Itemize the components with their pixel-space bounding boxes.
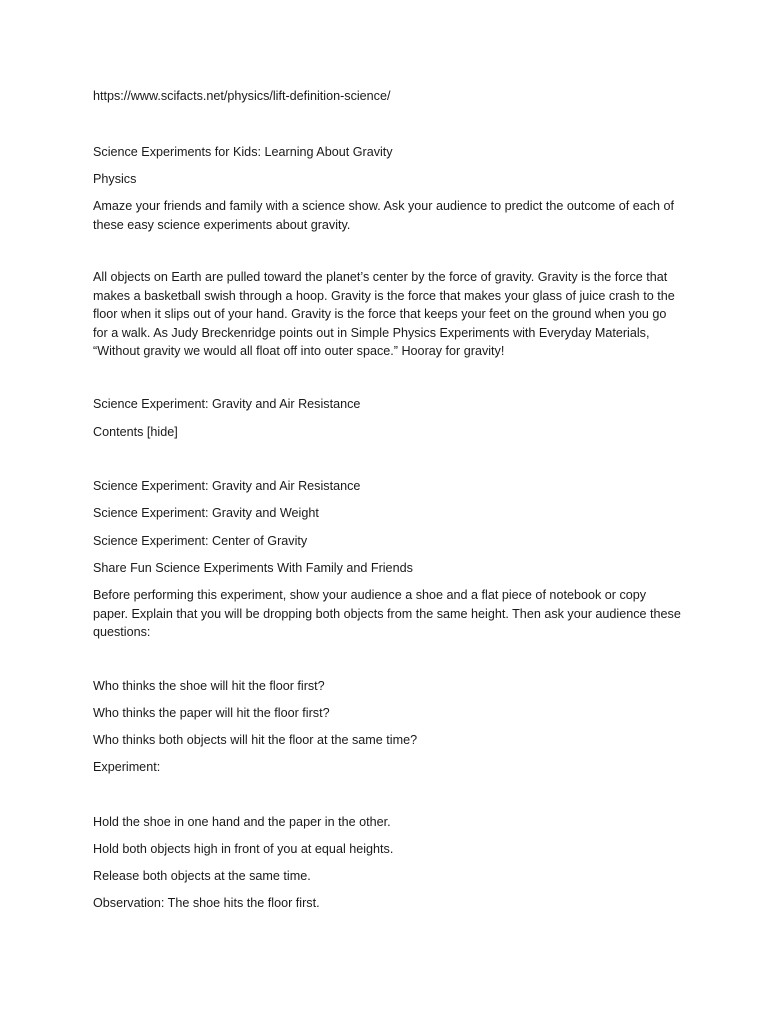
toc-item: Science Experiment: Center of Gravity — [93, 534, 308, 548]
step-item: Release both objects at the same time. — [93, 869, 311, 883]
question-item: Who thinks the shoe will hit the floor first? — [93, 679, 325, 693]
contents-label: Contents [hide] — [93, 425, 178, 439]
toc-item: Science Experiment: Gravity and Weight — [93, 506, 319, 520]
intro-paragraph: Amaze your friends and family with a science show. Ask your audience to predict the outcome of each of these easy science experiments about gravity. — [93, 199, 675, 232]
toc-item: Science Experiment: Gravity and Air Resistance — [93, 479, 361, 493]
category-label: Physics — [93, 172, 137, 186]
gravity-paragraph: All objects on Earth are pulled toward the planet’s center by the force of gravity. Gravity is the force that makes a basketball swish through a hoop. Gravity is the force that makes your glass of juice crash to the floor when it slips out of your hand. Gravity is the force that keeps your feet on the ground when you go for a walk. As Judy Breckenridge points out in Simple Physics Experiments with Everyday Materials, “Without gravity we would all float off into outer space.” Hooray for gravity! — [93, 270, 675, 358]
toc-item: Share Fun Science Experiments With Family and Friends — [93, 561, 413, 575]
step-item: Hold the shoe in one hand and the paper in the other. — [93, 815, 391, 829]
experiment-label: Experiment: — [93, 760, 161, 774]
before-paragraph: Before performing this experiment, show your audience a shoe and a flat piece of notebook or copy paper. Explain that you will be dropping both objects from the same height. Then ask your audience these questions: — [93, 588, 681, 639]
source-url: https://www.scifacts.net/physics/lift-definition-science/ — [93, 89, 391, 103]
observation-text: Observation: The shoe hits the floor first. — [93, 896, 320, 910]
step-item: Hold both objects high in front of you at equal heights. — [93, 842, 394, 856]
document-title: Science Experiments for Kids: Learning About Gravity — [93, 145, 393, 159]
section-heading: Science Experiment: Gravity and Air Resistance — [93, 397, 361, 411]
question-item: Who thinks both objects will hit the floor at the same time? — [93, 733, 418, 747]
question-item: Who thinks the paper will hit the floor first? — [93, 706, 330, 720]
